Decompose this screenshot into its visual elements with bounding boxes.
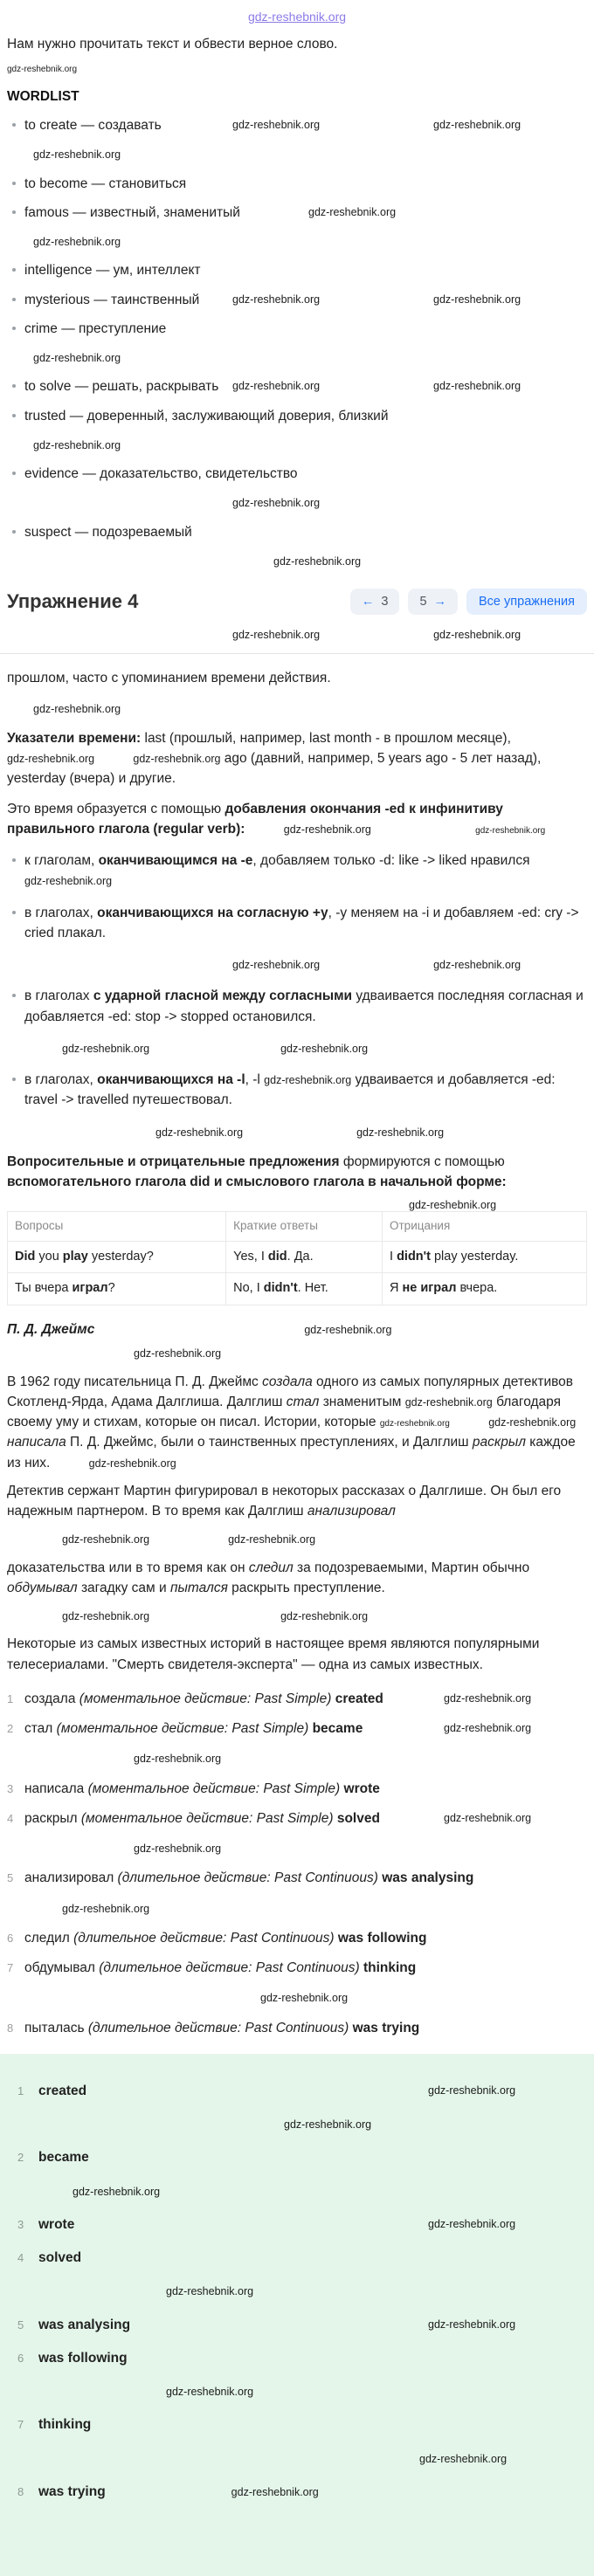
watermark: gdz-reshebnik.org bbox=[304, 1324, 392, 1336]
exercise-nav bbox=[350, 589, 587, 615]
wordlist-item-text: famous — известный, знаменитый bbox=[24, 204, 240, 220]
grammar-section bbox=[7, 668, 587, 1305]
answer-key-row bbox=[17, 2081, 577, 2101]
watermark-line bbox=[33, 144, 587, 164]
watermark: gdz-reshebnik.org bbox=[33, 702, 121, 715]
answer-key-text: solved bbox=[38, 2250, 82, 2265]
bullet-icon bbox=[12, 384, 16, 388]
questions-intro bbox=[7, 1152, 587, 1193]
answer-text bbox=[24, 2018, 419, 2038]
bullet-text: в глаголах с ударной гласной между согласными удваивается последняя согласная и добавляется -ed: stop -> stopped остановился. bbox=[24, 988, 584, 1024]
watermark-line bbox=[7, 58, 587, 78]
watermark: gdz-reshebnik.org bbox=[284, 2118, 372, 2131]
watermark-line bbox=[73, 2181, 577, 2201]
wordlist-item-text: suspect — подозреваемый bbox=[24, 524, 192, 540]
watermark: gdz-reshebnik.org bbox=[33, 148, 121, 162]
watermark: gdz-reshebnik.org bbox=[133, 753, 221, 765]
wordlist-item bbox=[7, 174, 587, 194]
watermark: gdz-reshebnik.org bbox=[33, 438, 121, 451]
wordlist-item bbox=[7, 115, 587, 135]
answer-key-text: created bbox=[38, 2083, 87, 2098]
watermark-line bbox=[33, 435, 587, 455]
answer-verb: became bbox=[312, 1721, 363, 1736]
wordlist-item-text: to create — создавать bbox=[24, 118, 162, 133]
answer-item bbox=[7, 1868, 587, 1888]
table-cell: Yes, I did. Да. bbox=[226, 1241, 383, 1273]
answer-word: стал bbox=[24, 1721, 53, 1736]
answer-number: 1 bbox=[7, 1691, 14, 1705]
bullet-icon bbox=[12, 530, 16, 534]
answer-word: следил bbox=[24, 1930, 70, 1946]
answer-item bbox=[7, 1808, 587, 1829]
watermark: gdz-reshebnik.org bbox=[488, 1416, 577, 1429]
answer-word: написала bbox=[24, 1780, 85, 1796]
table-row bbox=[8, 1241, 587, 1273]
watermark-line bbox=[166, 2281, 577, 2301]
watermark: gdz-reshebnik.org bbox=[62, 1610, 150, 1622]
answer-text bbox=[24, 1868, 473, 1888]
exercise-title: Упражнение 4 bbox=[7, 590, 139, 612]
answer-text bbox=[24, 1718, 363, 1739]
watermark-line bbox=[260, 1987, 587, 2008]
left-arrow-icon: ← bbox=[361, 594, 375, 609]
answer-number: 6 bbox=[7, 1931, 14, 1945]
bullet-icon bbox=[12, 327, 16, 330]
watermark: gdz-reshebnik.org bbox=[283, 823, 371, 836]
bullet-icon bbox=[12, 911, 16, 914]
answer-number: 3 bbox=[7, 1781, 14, 1795]
watermark: gdz-reshebnik.org bbox=[33, 236, 121, 248]
grammar-table bbox=[7, 1199, 587, 1305]
watermark-line bbox=[232, 492, 587, 513]
watermark: gdz-reshebnik.org bbox=[433, 380, 521, 393]
wordlist-item-text: evidence — доказательство, свидетельство bbox=[24, 466, 298, 481]
wordlist-item-text: intelligence — ум, интеллект bbox=[24, 263, 201, 279]
task-intro: Нам нужно прочитать текст и обвести верное слово. bbox=[7, 37, 338, 52]
site-link[interactable]: gdz-reshebnik.org bbox=[247, 10, 347, 24]
answer-key-number: 6 bbox=[17, 2351, 24, 2365]
wordlist-title: WORDLIST bbox=[7, 88, 79, 104]
grammar-bullets bbox=[7, 851, 587, 1111]
bullet-icon bbox=[12, 994, 16, 997]
answer-key-text: wrote bbox=[38, 2216, 75, 2232]
watermark: gdz-reshebnik.org bbox=[428, 2084, 516, 2097]
answer-key-text: became bbox=[38, 2150, 89, 2166]
answer-number: 8 bbox=[7, 2021, 14, 2035]
table-cell: Ты вчера играл? bbox=[8, 1273, 226, 1305]
watermark-line bbox=[62, 1606, 587, 1626]
bullet-icon bbox=[12, 123, 16, 127]
answer-verb: was trying bbox=[352, 2020, 420, 2035]
watermark: gdz-reshebnik.org bbox=[419, 2452, 508, 2465]
grammar-bullet bbox=[7, 986, 587, 1027]
answer-verb: solved bbox=[336, 1810, 380, 1826]
wordlist-item bbox=[7, 522, 587, 542]
bullet-icon bbox=[12, 268, 16, 272]
answer-item bbox=[7, 1779, 587, 1799]
watermark: gdz-reshebnik.org bbox=[428, 2318, 516, 2331]
watermark-line bbox=[155, 1122, 587, 1142]
grammar-bullet bbox=[7, 903, 587, 944]
story-paragraph bbox=[7, 1558, 587, 1599]
answer-word: создала bbox=[24, 1691, 76, 1706]
grammar-bullet bbox=[7, 1070, 587, 1111]
watermark: gdz-reshebnik.org bbox=[134, 1347, 222, 1360]
story-paragraph bbox=[7, 1634, 587, 1675]
grammar-lead: прошлом, часто с упоминанием времени действия. bbox=[7, 671, 331, 686]
answer-text bbox=[24, 1958, 416, 1978]
answer-text bbox=[24, 1928, 426, 1948]
bullet-text: в глаголах, оканчивающихся на согласную +y, -y меняем на -i и добавляем -ed: cry -> cried плакал. bbox=[24, 905, 579, 940]
wordlist-item-text: to become — становиться bbox=[24, 176, 187, 191]
watermark: gdz-reshebnik.org bbox=[7, 64, 78, 74]
watermark-line bbox=[273, 551, 587, 571]
story-title-row bbox=[7, 1319, 587, 1340]
watermark: gdz-reshebnik.org bbox=[232, 119, 321, 131]
table-cell: I didn't play yesterday. bbox=[383, 1241, 587, 1273]
answer-key-row bbox=[17, 2147, 577, 2167]
story-title: П. Д. Джеймс bbox=[7, 1322, 95, 1337]
answer-key-text: was trying bbox=[38, 2483, 106, 2499]
watermark: gdz-reshebnik.org bbox=[280, 1610, 369, 1622]
solution-list bbox=[7, 1689, 587, 2038]
paragraph-text: благодаря своему уму и стихам, которые он писал. Истории, которые bbox=[7, 1394, 562, 1429]
answer-note: (моментальное действие: Past Simple) bbox=[80, 1810, 334, 1826]
bullet-icon bbox=[12, 472, 16, 475]
answer-key-number: 5 bbox=[17, 2318, 24, 2331]
table-cell: Did you play yesterday? bbox=[8, 1241, 226, 1273]
watermark: gdz-reshebnik.org bbox=[33, 352, 121, 364]
wordlist-item-text: crime — преступление bbox=[24, 320, 167, 336]
watermark: gdz-reshebnik.org bbox=[280, 1042, 369, 1055]
watermark: gdz-reshebnik.org bbox=[231, 2485, 319, 2498]
watermark-line bbox=[284, 2114, 577, 2134]
next-exercise-button[interactable] bbox=[408, 589, 458, 615]
watermark: gdz-reshebnik.org bbox=[379, 1419, 450, 1429]
watermark: gdz-reshebnik.org bbox=[88, 1457, 176, 1470]
paragraph-text: Детектив сержант Мартин фигурировал в некоторых рассказах о Далглише. Он был его надежным партнером. В то время как Далглиш анализировал bbox=[7, 1483, 562, 1519]
answer-note: (моментальное действие: Past Simple) bbox=[56, 1721, 309, 1736]
next-exercise-number: 5 bbox=[419, 594, 427, 609]
answer-key-number: 8 bbox=[17, 2484, 24, 2498]
table-header-short-answers: Краткие ответы bbox=[226, 1212, 383, 1241]
watermark-line bbox=[232, 954, 587, 975]
right-arrow-icon: → bbox=[433, 594, 447, 609]
table-row bbox=[8, 1273, 587, 1305]
time-markers-paragraph bbox=[7, 728, 587, 789]
answer-verb: was analysing bbox=[382, 1870, 474, 1886]
answer-key-text: was following bbox=[38, 2350, 128, 2366]
wordlist-item bbox=[7, 290, 587, 310]
answer-number: 2 bbox=[7, 1722, 14, 1735]
story-paragraph bbox=[7, 1481, 587, 1522]
watermark-line bbox=[62, 1038, 587, 1058]
answer-key-number: 1 bbox=[17, 2084, 24, 2097]
answer-key-number: 2 bbox=[17, 2151, 24, 2165]
watermark-line bbox=[166, 2381, 577, 2401]
answer-item bbox=[7, 1928, 587, 1948]
wordlist-item bbox=[7, 406, 587, 426]
answer-key-number: 4 bbox=[17, 2251, 24, 2264]
watermark: gdz-reshebnik.org bbox=[444, 1691, 532, 1705]
answer-verb: created bbox=[335, 1691, 383, 1706]
table-cell: Я не играл вчера. bbox=[383, 1273, 587, 1305]
story-section bbox=[7, 1319, 587, 1675]
wordlist-item bbox=[7, 464, 587, 484]
answer-key-row bbox=[17, 2348, 577, 2368]
answer-note: (длительное действие: Past Continuous) bbox=[117, 1870, 378, 1886]
bullet-icon bbox=[12, 210, 16, 214]
paragraph-text: ago (давний, например, 5 years ago - 5 лет назад), yesterday (вчера) и другие. bbox=[7, 751, 542, 787]
answer-verb: wrote bbox=[343, 1780, 380, 1796]
answer-number: 4 bbox=[7, 1811, 14, 1825]
watermark-line bbox=[33, 348, 587, 368]
bullet-icon bbox=[12, 414, 16, 417]
bullet-text: удваивается и добавляется -ed: travel -> travelled путешествовал. bbox=[24, 1072, 556, 1108]
answer-verb: thinking bbox=[363, 1960, 417, 1975]
table-header-negatives: Отрицания bbox=[383, 1212, 587, 1241]
bullet-icon bbox=[12, 298, 16, 301]
watermark: gdz-reshebnik.org bbox=[260, 1992, 349, 2005]
answer-item bbox=[7, 1718, 587, 1739]
watermark: gdz-reshebnik.org bbox=[134, 1753, 222, 1766]
exercise-header bbox=[7, 587, 587, 654]
answer-note: (длительное действие: Past Continuous) bbox=[99, 1960, 360, 1975]
answer-item bbox=[7, 2018, 587, 2038]
watermark: gdz-reshebnik.org bbox=[232, 293, 321, 306]
table-header-questions: Вопросы bbox=[8, 1212, 226, 1241]
answer-key-row bbox=[17, 2414, 577, 2435]
watermark: gdz-reshebnik.org bbox=[444, 1811, 532, 1824]
watermark-line bbox=[134, 1343, 587, 1363]
answer-item bbox=[7, 1958, 587, 1978]
answer-verb: was following bbox=[337, 1930, 427, 1946]
bullet-icon bbox=[12, 1078, 16, 1081]
paragraph-text: Это время образуется с помощью добавления окончания -ed к инфинитиву правильного глагола (regular verb): bbox=[7, 801, 503, 837]
watermark-line bbox=[134, 1838, 587, 1858]
watermark: gdz-reshebnik.org bbox=[228, 1533, 316, 1546]
wordlist-item bbox=[7, 260, 587, 280]
grammar-bullet bbox=[7, 851, 587, 892]
watermark: gdz-reshebnik.org bbox=[62, 1533, 150, 1546]
divider bbox=[0, 653, 594, 654]
watermark: gdz-reshebnik.org bbox=[7, 753, 95, 765]
watermark: gdz-reshebnik.org bbox=[232, 497, 321, 510]
answer-text bbox=[24, 1689, 383, 1709]
answer-note: (моментальное действие: Past Simple) bbox=[79, 1691, 332, 1706]
answer-word: обдумывал bbox=[24, 1960, 95, 1975]
watermark: gdz-reshebnik.org bbox=[444, 1722, 532, 1734]
wordlist-item-text: to solve — решать, раскрывать bbox=[24, 379, 219, 395]
answer-key-row bbox=[17, 2482, 577, 2502]
watermark-line bbox=[33, 699, 587, 719]
answer-note: (длительное действие: Past Continuous) bbox=[73, 1930, 335, 1946]
answer-key-number: 7 bbox=[17, 2418, 24, 2432]
watermark: gdz-reshebnik.org bbox=[433, 119, 521, 131]
answer-note: (длительное действие: Past Continuous) bbox=[87, 2020, 349, 2035]
watermark: gdz-reshebnik.org bbox=[134, 1842, 222, 1855]
watermark: gdz-reshebnik.org bbox=[308, 205, 397, 218]
wordlist-item bbox=[7, 203, 587, 223]
table-header-row bbox=[8, 1212, 587, 1241]
wordlist-item-text: mysterious — таинственный bbox=[24, 292, 200, 307]
watermark: gdz-reshebnik.org bbox=[166, 2386, 254, 2398]
answer-key-row bbox=[17, 2315, 577, 2335]
watermark: gdz-reshebnik.org bbox=[73, 2185, 161, 2198]
answer-key-number: 3 bbox=[17, 2217, 24, 2231]
watermark: gdz-reshebnik.org bbox=[155, 1126, 244, 1139]
watermark-line bbox=[62, 1529, 587, 1549]
answer-number: 7 bbox=[7, 1961, 14, 1974]
paragraph-text: Вопросительные и отрицательные предложения формируются с помощью вспомогательного глагола did и смыслового глагола в начальной форме: bbox=[7, 1154, 507, 1189]
watermark-line bbox=[232, 624, 587, 644]
watermark: gdz-reshebnik.org bbox=[24, 875, 113, 888]
paragraph-text: Указатели времени: last (прошлый, например, last month - в прошлом месяце), bbox=[7, 730, 511, 746]
bullet-text: к глаголам, оканчивающимся на -e, добавляем только -d: like -> liked нравился bbox=[24, 853, 530, 868]
watermark: gdz-reshebnik.org bbox=[166, 2285, 254, 2298]
answer-key-row bbox=[17, 2248, 577, 2268]
watermark: gdz-reshebnik.org bbox=[433, 959, 521, 971]
wordlist bbox=[7, 115, 587, 571]
answer-key-block bbox=[0, 2054, 594, 2576]
watermark: gdz-reshebnik.org bbox=[232, 959, 321, 971]
watermark: gdz-reshebnik.org bbox=[428, 2217, 516, 2230]
paragraph-text: доказательства или в то время как он следил за подозреваемыми, Мартин обычно обдумывал загадку сам и пытался раскрыть преступление. bbox=[7, 1560, 530, 1595]
formation-paragraph bbox=[7, 799, 587, 840]
wordlist-item bbox=[7, 376, 587, 396]
watermark: gdz-reshebnik.org bbox=[232, 380, 321, 393]
answer-text bbox=[24, 1808, 380, 1829]
paragraph-text: В 1962 году писательница П. Д. Джеймс создала одного из самых популярных детективов Скотленд-Ярда, Адама Далглиша. Далглиш стал знаменитым bbox=[7, 1374, 574, 1409]
watermark: gdz-reshebnik.org bbox=[404, 1395, 493, 1409]
watermark: gdz-reshebnik.org bbox=[264, 1074, 352, 1086]
answer-number: 5 bbox=[7, 1871, 14, 1885]
watermark: gdz-reshebnik.org bbox=[356, 1126, 445, 1139]
watermark-line bbox=[62, 1898, 587, 1918]
table-cell: No, I didn't. Нет. bbox=[226, 1273, 383, 1305]
answer-word: пыталась bbox=[24, 2020, 85, 2035]
watermark: gdz-reshebnik.org bbox=[475, 825, 546, 836]
watermark: gdz-reshebnik.org bbox=[62, 1902, 150, 1915]
answer-note: (моментальное действие: Past Simple) bbox=[87, 1780, 341, 1796]
watermark: gdz-reshebnik.org bbox=[273, 554, 362, 568]
answer-word: анализировал bbox=[24, 1870, 114, 1886]
watermark-line bbox=[419, 2449, 577, 2469]
answer-key-text: thinking bbox=[38, 2417, 92, 2433]
bullet-text: в глаголах, оканчивающихся на -l, -l bbox=[24, 1072, 260, 1087]
answer-key-row bbox=[17, 2214, 577, 2235]
watermark: gdz-reshebnik.org bbox=[232, 629, 321, 641]
header bbox=[7, 7, 587, 27]
prev-exercise-number: 3 bbox=[381, 594, 389, 609]
watermark: gdz-reshebnik.org bbox=[409, 1199, 497, 1212]
paragraph-text: Некоторые из самых известных историй в настоящее время являются популярными телесериалами. "Смерть свидетеля-эксперта" — одна из самых известных. bbox=[7, 1636, 540, 1672]
answer-word: раскрыл bbox=[24, 1810, 78, 1826]
story-paragraph bbox=[7, 1372, 587, 1473]
bullet-icon bbox=[12, 182, 16, 185]
paragraph-text: написала П. Д. Джеймс, были о таинственных преступлениях, и Далглиш раскрыл каждое из них. bbox=[7, 1435, 576, 1471]
watermark-line bbox=[134, 1748, 587, 1768]
wordlist-item-text: trusted — доверенный, заслуживающий доверия, близкий bbox=[24, 408, 389, 424]
all-exercises-button[interactable]: Все упражнения bbox=[466, 589, 587, 615]
answer-item bbox=[7, 1689, 587, 1709]
prev-exercise-button[interactable] bbox=[350, 589, 400, 615]
bullet-icon bbox=[12, 858, 16, 862]
watermark-line bbox=[33, 231, 587, 251]
answer-text bbox=[24, 1779, 380, 1799]
watermark: gdz-reshebnik.org bbox=[62, 1042, 150, 1055]
answer-key-text: was analysing bbox=[38, 2317, 131, 2332]
watermark: gdz-reshebnik.org bbox=[433, 293, 521, 306]
watermark: gdz-reshebnik.org bbox=[433, 629, 521, 641]
wordlist-item bbox=[7, 319, 587, 339]
